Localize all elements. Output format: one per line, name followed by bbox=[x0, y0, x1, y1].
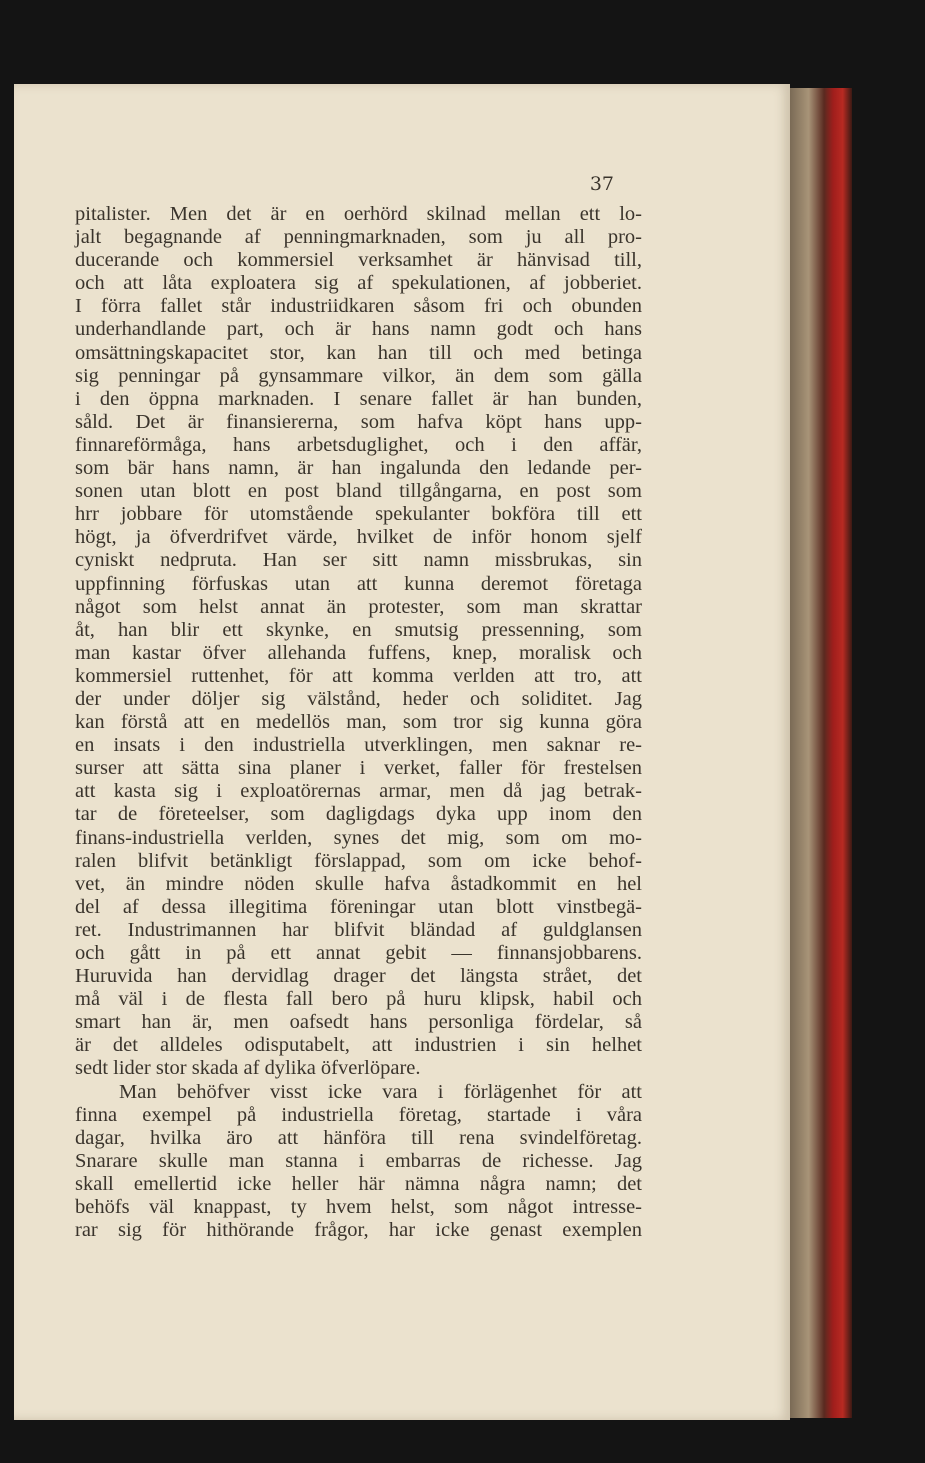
text-line: skall emellertid icke heller här nämna några namn; det bbox=[75, 1172, 642, 1195]
text-line: finnareförmåga, hans arbetsduglighet, och i den affär, bbox=[75, 433, 642, 456]
text-line: kan förstå att en medellös man, som tror sig kunna göra bbox=[75, 711, 642, 734]
text-line: åt, han blir ett skynke, en smutsig pressenning, som bbox=[75, 618, 642, 641]
body-text bbox=[75, 203, 642, 1242]
text-line: och gått in på ett annat gebit — finnansjobbarens. bbox=[75, 942, 642, 964]
book-edge bbox=[790, 88, 852, 1418]
text-line: smart han är, men oafsedt hans personliga fördelar, så bbox=[75, 1011, 642, 1034]
text-line: Snarare skulle man stanna i embarras de richesse. Jag bbox=[75, 1149, 642, 1172]
text-line: sonen utan blott en post bland tillgångarna, en post som bbox=[75, 480, 642, 503]
text-line: behöfs väl knappast, ty hvem helst, som något intresse- bbox=[75, 1196, 642, 1219]
text-line: ret. Industrimannen har blifvit bländad af guldglansen bbox=[75, 918, 642, 941]
text-line: något som helst annat än protester, som man skrattar bbox=[75, 595, 642, 618]
text-line: dagar, hvilka äro att hänföra till rena svindelföretag. bbox=[75, 1126, 642, 1149]
text-line: i den öppna marknaden. I senare fallet är han bunden, bbox=[75, 387, 642, 410]
text-line: såld. Det är finansiererna, som hafva köpt hans upp- bbox=[75, 410, 642, 433]
text-line: Man behöfver visst icke vara i förlägenhet för att bbox=[119, 1080, 642, 1103]
text-line: sig penningar på gynsammare vilkor, än dem som gälla bbox=[75, 364, 642, 387]
text-line: man kastar öfver allehanda fuffens, knep, moralisk och bbox=[75, 641, 642, 664]
text-line: kommersiel ruttenhet, för att komma verlden att tro, att bbox=[75, 664, 642, 687]
text-line: Huruvida han dervidlag drager det längsta strået, det bbox=[75, 965, 642, 988]
text-line: der under döljer sig välstånd, heder och soliditet. Jag bbox=[75, 687, 642, 710]
text-line: en insats i den industriella utverklingen, men saknar re- bbox=[75, 734, 642, 757]
text-line: och att låta exploatera sig af spekulationen, af jobberiet. bbox=[75, 272, 642, 295]
text-line: hrr jobbare för utomstående spekulanter bokföra till ett bbox=[75, 503, 642, 526]
text-line: må väl i de flesta fall bero på huru klipsk, habil och bbox=[75, 988, 642, 1011]
text-line: I förra fallet står industriidkaren såsom fri och obunden bbox=[75, 295, 642, 318]
text-line: att kasta sig i exploatörernas armar, men då jag betrak- bbox=[75, 780, 642, 803]
text-line: är det alldeles odisputabelt, att industrien i sin helhet bbox=[75, 1034, 642, 1057]
text-line: högt, ja öfverdrifvet värde, hvilket de inför honom sjelf bbox=[75, 526, 642, 549]
text-line: surser att sätta sina planer i verket, faller för frestelsen bbox=[75, 757, 642, 780]
text-line: ducerande och kommersiel verksamhet är hänvisad till, bbox=[75, 249, 642, 272]
text-line: pitalister. Men det är en oerhörd skilnad mellan ett lo- bbox=[75, 203, 642, 225]
text-line: omsättningskapacitet stor, kan han till och med betinga bbox=[75, 341, 642, 364]
text-line: underhandlande part, och är hans namn godt och hans bbox=[75, 318, 642, 341]
text-line: cyniskt nedpruta. Han ser sitt namn missbrukas, sin bbox=[75, 549, 642, 572]
text-line: ralen blifvit betänkligt förslappad, som om icke behof- bbox=[75, 849, 642, 872]
text-line: sedt lider stor skada af dylika öfverlöpare. bbox=[75, 1057, 421, 1080]
text-line: finna exempel på industriella företag, startade i våra bbox=[75, 1103, 642, 1126]
text-line: uppfinning förfuskas utan att kunna deremot företaga bbox=[75, 572, 642, 595]
text-line: vet, än mindre nöden skulle hafva åstadkommit en hel bbox=[75, 872, 642, 895]
text-line: tar de företeelser, som dagligdags dyka upp inom den bbox=[75, 803, 642, 826]
text-line: finans-industriella verlden, synes det mig, som om mo- bbox=[75, 826, 642, 849]
text-line: del af dessa illegitima föreningar utan blott vinstbegä- bbox=[75, 895, 642, 918]
text-line: jalt begagnande af penningmarknaden, som ju all pro- bbox=[75, 226, 642, 249]
page-number: 37 bbox=[589, 173, 614, 195]
text-line: som bär hans namn, är han ingalunda den ledande per- bbox=[75, 457, 642, 480]
text-line: rar sig för hithörande frågor, har icke genast exemplen bbox=[75, 1219, 642, 1242]
